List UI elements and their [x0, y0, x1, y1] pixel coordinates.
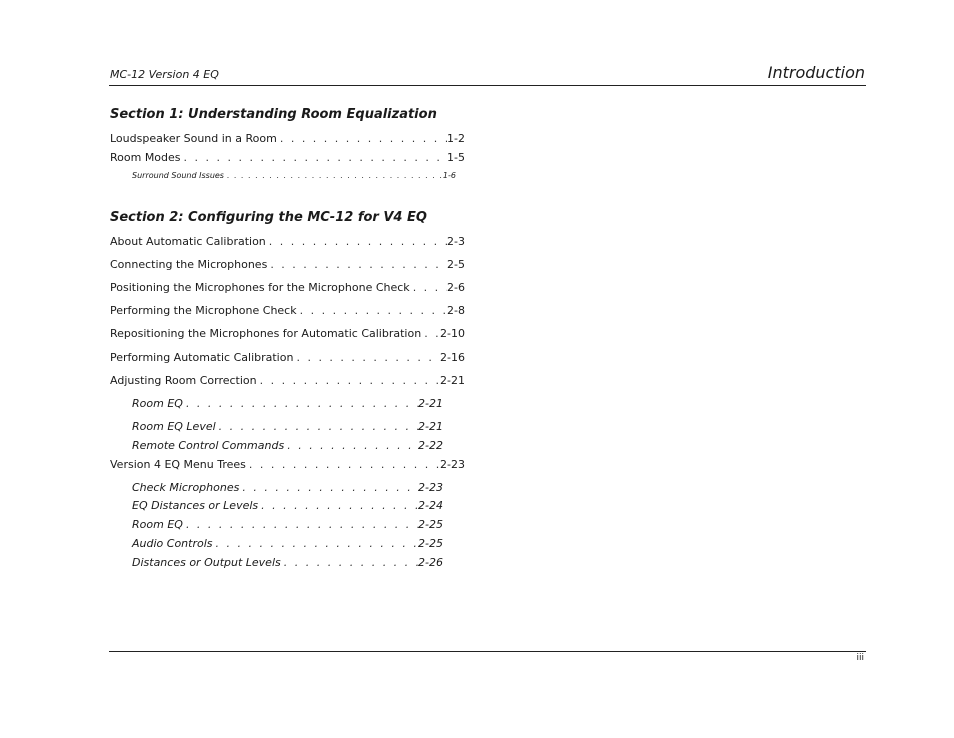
toc-entry[interactable] — [110, 151, 465, 164]
toc-entry-label: Loudspeaker Sound in a Room — [110, 132, 277, 145]
toc-entry-label: Repositioning the Microphones for Automatic Calibration — [110, 327, 422, 340]
toc-entry-label: Performing Automatic Calibration — [110, 351, 294, 364]
toc-entry-label: Remote Control Commands — [132, 439, 285, 452]
toc-entry-page: 2-5 — [447, 258, 465, 271]
toc-entry-label: About Automatic Calibration — [110, 235, 266, 248]
toc-entry-label: Audio Controls — [132, 537, 213, 550]
leader-dots — [266, 235, 447, 248]
footer-rule — [109, 651, 866, 652]
toc-entry-label: Room EQ — [132, 518, 183, 531]
toc-entry[interactable] — [110, 258, 465, 271]
page-number: iii — [856, 653, 864, 663]
toc-entry[interactable] — [110, 327, 465, 340]
leader-dots — [258, 499, 418, 512]
toc-entry-label: Room EQ — [132, 397, 183, 410]
toc-subentry[interactable] — [132, 537, 443, 550]
toc-subentry[interactable] — [132, 556, 443, 569]
toc-entry-page: 1-5 — [447, 151, 465, 164]
leader-dots — [267, 258, 447, 271]
toc-entry-label: Version 4 EQ Menu Trees — [110, 458, 246, 471]
toc-subentry[interactable] — [132, 499, 443, 512]
toc-entry-label: Room Modes — [110, 151, 181, 164]
running-header-title: MC-12 Version 4 EQ — [110, 68, 219, 81]
toc-entry-label: Positioning the Microphones for the Microphone Check — [110, 281, 410, 294]
toc-entry-page: 2-25 — [418, 518, 443, 531]
toc-subentry[interactable] — [132, 420, 443, 433]
toc-entry-page: 2-10 — [440, 327, 465, 340]
toc-subentry[interactable] — [132, 481, 443, 494]
toc-entry-label: Connecting the Microphones — [110, 258, 268, 271]
toc-entry-page: 2-23 — [418, 481, 443, 494]
toc-entry-label: Performing the Microphone Check — [110, 304, 297, 317]
section-1-heading: Section 1: Understanding Room Equalization — [110, 107, 437, 122]
toc-entry-page: 1-6 — [442, 171, 456, 180]
section-2-heading: Section 2: Configuring the MC-12 for V4 EQ — [110, 210, 427, 225]
toc-entry-page: 2-21 — [440, 374, 465, 387]
chapter-title: Introduction — [767, 63, 865, 82]
toc-subentry[interactable] — [132, 397, 443, 410]
toc-entry-page: 2-8 — [447, 304, 465, 317]
toc-entry-page: 2-16 — [440, 351, 465, 364]
toc-entry[interactable] — [110, 281, 465, 294]
leader-dots — [421, 327, 440, 340]
leader-dots — [281, 556, 418, 569]
toc-entry[interactable] — [110, 132, 465, 145]
toc-entry-page: 2-26 — [418, 556, 443, 569]
toc-entry-label: EQ Distances or Levels — [132, 499, 259, 512]
toc-subentry[interactable] — [132, 518, 443, 531]
leader-dots — [224, 171, 443, 180]
toc-entry-label: Check Microphones — [132, 481, 240, 494]
toc-entry-label: Adjusting Room Correction — [110, 374, 257, 387]
toc-entry-label: Distances or Output Levels — [132, 556, 281, 569]
toc-entry-page: 2-3 — [447, 235, 465, 248]
leader-dots — [293, 351, 440, 364]
header-rule — [109, 85, 866, 86]
toc-entry[interactable] — [110, 304, 465, 317]
leader-dots — [181, 151, 448, 164]
toc-subentry[interactable] — [132, 171, 456, 180]
toc-entry-page: 2-21 — [418, 420, 443, 433]
leader-dots — [246, 458, 440, 471]
toc-entry-page: 2-6 — [447, 281, 465, 294]
toc-entry[interactable] — [110, 351, 465, 364]
toc-entry-label: Surround Sound Issues — [132, 171, 224, 180]
toc-entry-page: 2-21 — [418, 397, 443, 410]
leader-dots — [284, 439, 418, 452]
leader-dots — [213, 537, 419, 550]
toc-entry-page: 2-23 — [440, 458, 465, 471]
toc-entry-page: 1-2 — [447, 132, 465, 145]
toc-entry[interactable] — [110, 235, 465, 248]
leader-dots — [183, 518, 418, 531]
leader-dots — [257, 374, 440, 387]
toc-entry-page: 2-25 — [418, 537, 443, 550]
leader-dots — [183, 397, 418, 410]
leader-dots — [216, 420, 418, 433]
toc-entry-page: 2-22 — [418, 439, 443, 452]
leader-dots — [239, 481, 418, 494]
leader-dots — [277, 132, 447, 145]
toc-entry[interactable] — [110, 458, 465, 471]
toc-entry[interactable] — [110, 374, 465, 387]
toc-entry-page: 2-24 — [418, 499, 443, 512]
toc-subentry[interactable] — [132, 439, 443, 452]
leader-dots — [410, 281, 447, 294]
toc-entry-label: Room EQ Level — [132, 420, 216, 433]
leader-dots — [297, 304, 447, 317]
